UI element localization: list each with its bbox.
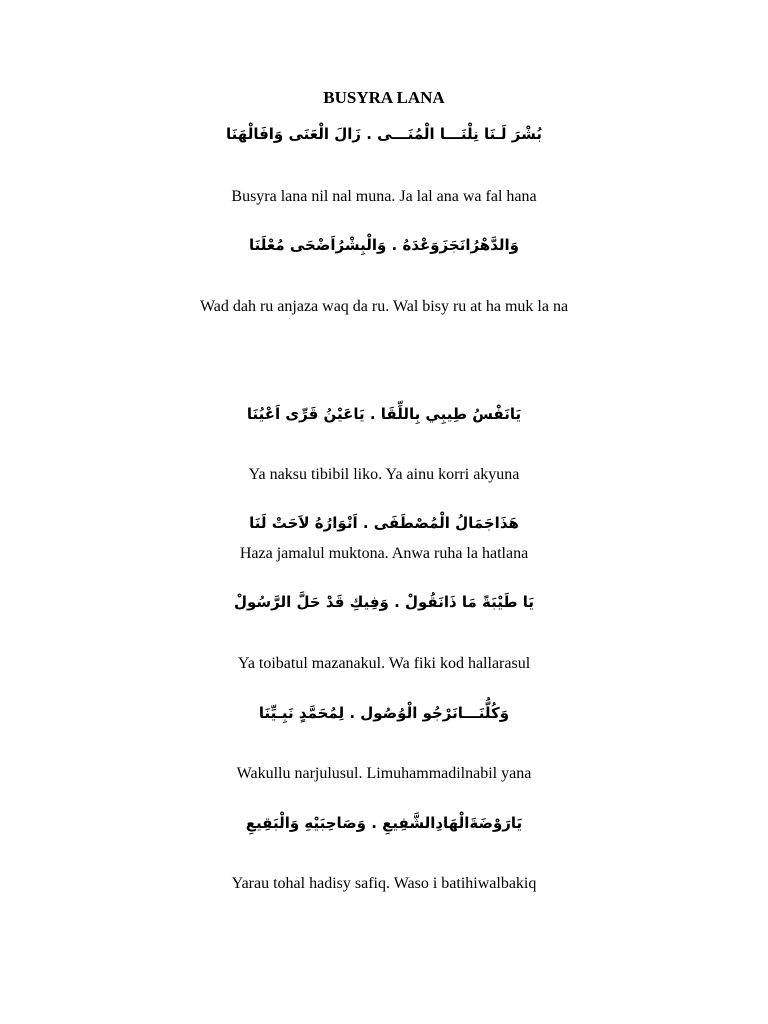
- transliteration-line-6: Wakullu narjulusul. Limuhammadilnabil yana: [236, 765, 532, 782]
- arabic-line-1: بُشْرَ لَـنَا نِلْنَـــا الْمُنَـــى . زَالَ الْعَنَى وَافَالْهَنَا: [226, 125, 542, 143]
- document-title: BUSYRA LANA: [323, 88, 445, 107]
- transliteration-line-4: Haza jamalul muktona. Anwa ruha la hatlana: [239, 545, 529, 562]
- arabic-line-4: هَذَاجَمَالُ الْمُصْطَفَى . اَنْوَارُهُ لاَحَتْ لَنَا: [249, 514, 519, 532]
- transliteration-line-7: Yarau tohal hadisy safiq. Waso i batihiwalbakiq: [231, 875, 537, 892]
- arabic-line-3: يَانَفْسُ طِيبِي بِاللِّقَا . يَاعَيْنُ قَرِّى اَعْيُنَا: [246, 405, 522, 423]
- transliteration-line-5: Ya toibatul mazanakul. Wa fiki kod hallarasul: [237, 655, 531, 672]
- arabic-line-5: يَا طَيْبَةً مَا ذَانَقُولْ . وَفِيكِ قَدْ حَلَّ الرَّسُولْ: [233, 593, 534, 611]
- transliteration-line-1: Busyra lana nil nal muna. Ja lal ana wa fal hana: [231, 188, 537, 205]
- transliteration-line-2: Wad dah ru anjaza waq da ru. Wal bisy ru at ha muk la na: [199, 298, 569, 315]
- arabic-line-2: وَالدَّهْرُانَجَزَوَعْدَهُ . وَالْبِشْرُاَضْحَى مُعْلَنَا: [249, 236, 519, 254]
- transliteration-line-3: Ya naksu tibibil liko. Ya ainu korri akyuna: [248, 466, 520, 483]
- arabic-line-7: يَارَوْضَةَالْهَادِالشَّفِيعِ . وَصَاحِبَيْهِ وَالْبَقِيعِ: [245, 814, 523, 832]
- arabic-line-6: وَكُلُّنَـــانَرْجُو الْوُصُول . لِمُحَمَّدٍ نَبِـيِّنَا: [258, 704, 510, 722]
